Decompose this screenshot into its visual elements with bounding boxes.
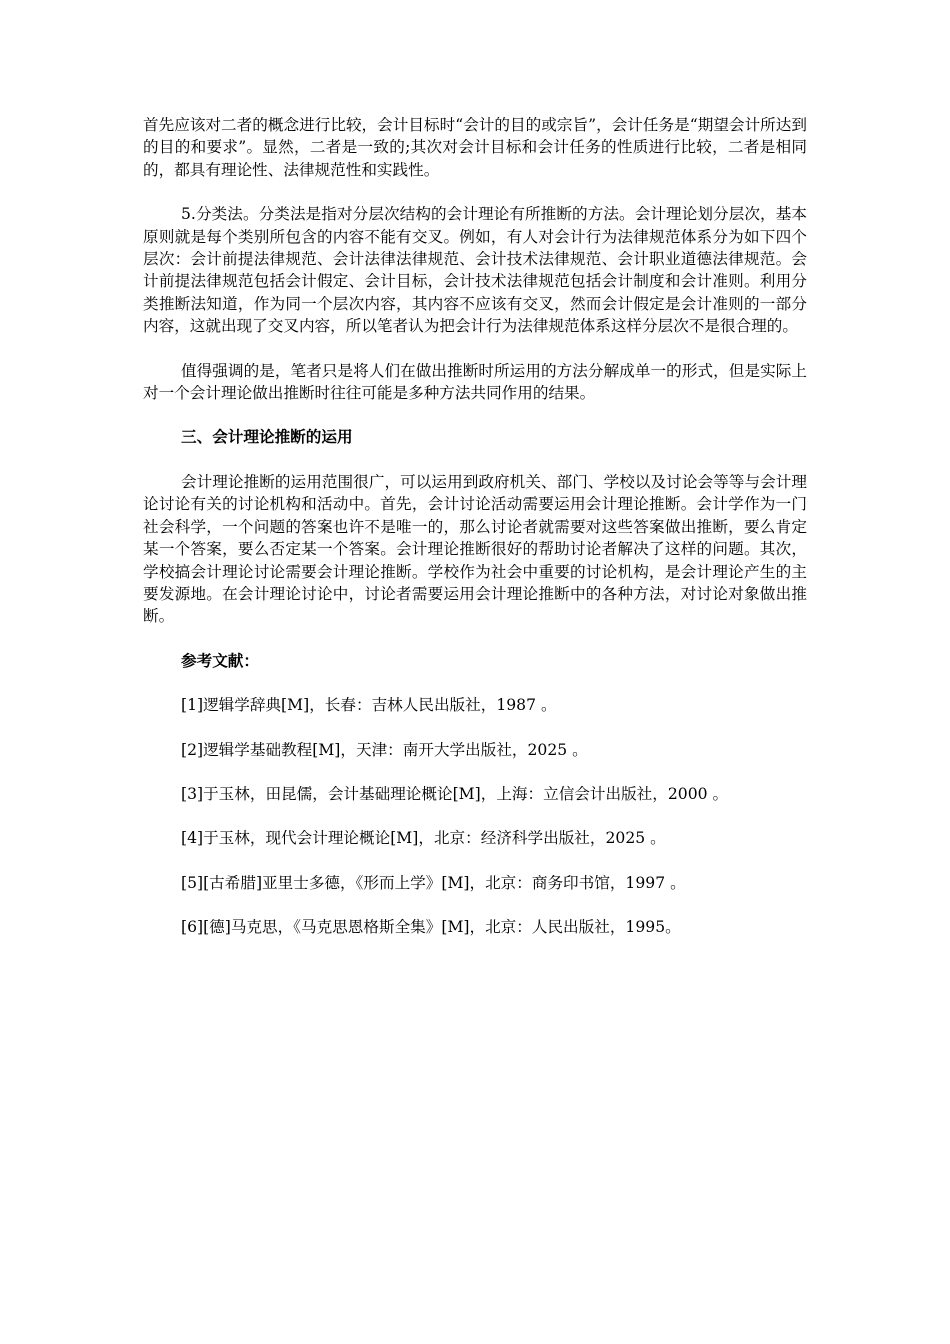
paragraph-application: 会计理论推断的运用范围很广，可以运用到政府机关、部门、学校以及讨论会等等与会计理论讨论有关的讨论机构和活动中。首先，会计讨论活动需要运用会计理论推断。会计学作为一门社会科学，一个问题的答案也许不是唯一的，那么讨论者就需要对这些答案做出推断，要么肯定某一个答案，要么否定某一个答案。会计理论推断很好的帮助讨论者解决了这样的问题。其次，学校搞会计理论讨论需要会计理论推断。学校作为社会中重要的讨论机构，是会计理论产生的主要发源地。在会计理论讨论中，讨论者需要运用会计理论推断中的各种方法，对讨论对象做出推断。	[143, 472, 807, 626]
reference-item: [4]于玉林，现代会计理论概论[M]，北京：经济科学出版社，2025 。	[181, 829, 666, 848]
references-heading: 参考文献：	[181, 650, 259, 670]
paragraph-continuation: 首先应该对二者的概念进行比较，会计目标时“会计的目的或宗旨”，会计任务是“期望会计所达到的目的和要求”。显然，二者是一致的;其次对会计目标和会计任务的性质进行比较，二者是相同的，都具有理论性、法律规范性和实践性。	[143, 116, 807, 179]
paragraph-emphasis: 值得强调的是，笔者只是将人们在做出推断时所运用的方法分解成单一的形式，但是实际上对一个会计理论做出推断时往往可能是多种方法共同作用的结果。	[143, 361, 807, 403]
paragraph-classification-method: 5.分类法。分类法是指对分层次结构的会计理论有所推断的方法。会计理论划分层次，基本原则就是每个类别所包含的内容不能有交叉。例如，有人对会计行为法律规范体系分为如下四个层次：会计前提法律规范、会计法律法律规范、会计技术法律规范、会计职业道德法律规范。会计前提法律规范包括会计假定、会计目标，会计技术法律规范包括会计制度和会计准则。利用分类推断法知道，作为同一个层次内容，其内容不应该有交叉，然而会计假定是会计准则的一部分内容，这就出现了交叉内容，所以笔者认为把会计行为法律规范体系这样分层次不是很合理的。	[143, 205, 807, 336]
reference-item: [5][古希腊]亚里士多德，《形而上学》[M]，北京：商务印书馆，1997 。	[181, 873, 686, 892]
section-heading: 三、会计理论推断的运用	[181, 427, 353, 447]
reference-item: [2]逻辑学基础教程[M]，天津：南开大学出版社，2025 。	[181, 740, 588, 759]
document-page	[143, 114, 807, 939]
reference-item: [3]于玉林，田昆儒，会计基础理论概论[M]，上海：立信会计出版社，2000 。	[181, 784, 729, 803]
reference-item: [6][德]马克思，《马克思恩格斯全集》[M]，北京：人民出版社，1995。	[181, 918, 681, 937]
reference-item: [1]逻辑学辞典[M]，长春：吉林人民出版社，1987 。	[181, 696, 557, 715]
